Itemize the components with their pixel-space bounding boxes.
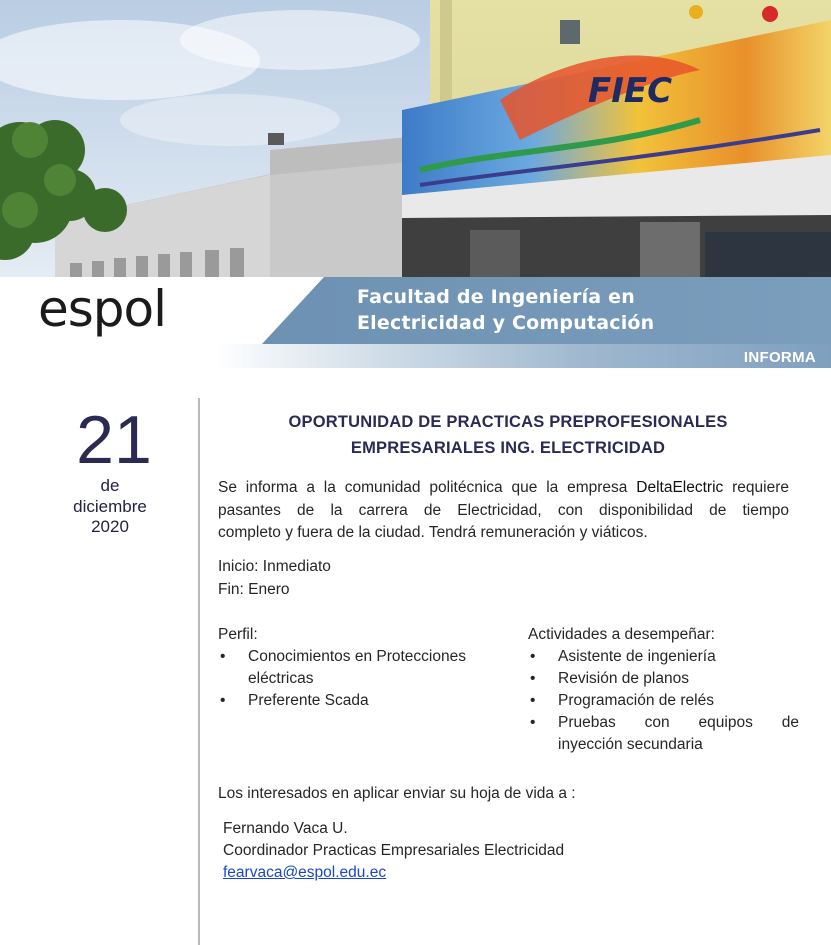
- date-day: 21: [76, 402, 152, 478]
- contact-role: Coordinador Practicas Empresariales Electricidad: [223, 842, 565, 859]
- contact-name: Fernando Vaca U.: [223, 820, 348, 837]
- date-de: de: [100, 476, 120, 495]
- profile-list: [218, 646, 498, 712]
- apply-instructions: Los interesados en aplicar enviar su hoja de vida a :: [218, 785, 576, 802]
- activity-item-text-cont: inyección secundaria: [558, 736, 703, 753]
- faculty-title-line1: Facultad de Ingeniería en: [357, 286, 635, 308]
- contact-email-link[interactable]: fearvaca@espol.edu.ec: [223, 864, 387, 881]
- profile-item-text: Preferente Scada: [248, 692, 369, 709]
- faculty-title-line2: Electricidad y Computación: [357, 312, 655, 334]
- notice-title-line2: EMPRESARIALES ING. ELECTRICIDAD: [350, 439, 666, 457]
- activity-item-text: Programación de relés: [558, 692, 714, 709]
- column-divider: [198, 398, 200, 945]
- company-name: DeltaElectric: [636, 479, 724, 496]
- activity-item-text: Revisión de planos: [558, 670, 689, 687]
- espol-logo-text: espol: [38, 282, 167, 338]
- activity-item: [528, 646, 799, 668]
- activity-item: [528, 690, 799, 712]
- faculty-title: [357, 284, 654, 336]
- start-date: Inicio: Inmediato: [218, 558, 331, 575]
- informa-label: INFORMA: [743, 349, 816, 366]
- intro-line3: completo y fuera de la ciudad. Tendrá remuneración y viáticos.: [218, 524, 648, 541]
- profile-item: [218, 690, 498, 712]
- profile-item-text-cont: eléctricas: [248, 670, 314, 687]
- activity-item: [528, 712, 799, 756]
- profile-item: [218, 646, 498, 690]
- activity-item-text: • Pruebas con equipos de: [558, 714, 799, 731]
- intro-text-before: Se informa a la comunidad politécnica que la empresa: [218, 479, 637, 496]
- contact-email-wrap: [223, 862, 386, 884]
- intro-line2: pasantes de la carrera de Electricidad, con disponibilidad de tiempo: [218, 501, 789, 519]
- informa-bar: [214, 344, 831, 368]
- activities-list: [528, 646, 799, 756]
- intro-paragraph: [218, 477, 789, 545]
- end-date: Fin: Enero: [218, 581, 290, 598]
- date-year: 2020: [91, 517, 129, 536]
- notice-title-line1: OPORTUNIDAD DE PRACTICAS PREPROFESIONALES: [288, 413, 728, 431]
- date-month: diciembre: [73, 497, 147, 516]
- activity-item: [528, 668, 799, 690]
- activities-title: Actividades a desempeñar:: [528, 626, 715, 643]
- profile-title: Perfil:: [218, 626, 258, 643]
- intro-line1: [218, 477, 789, 500]
- activity-item-text: Asistente de ingeniería: [558, 648, 716, 665]
- profile-item-text: Conocimientos en Protecciones: [248, 648, 466, 665]
- hero-photo: [0, 0, 831, 277]
- intro-text-after: requiere: [723, 479, 789, 496]
- mural-text: FIEC: [588, 71, 673, 111]
- espol-logo: [38, 282, 198, 344]
